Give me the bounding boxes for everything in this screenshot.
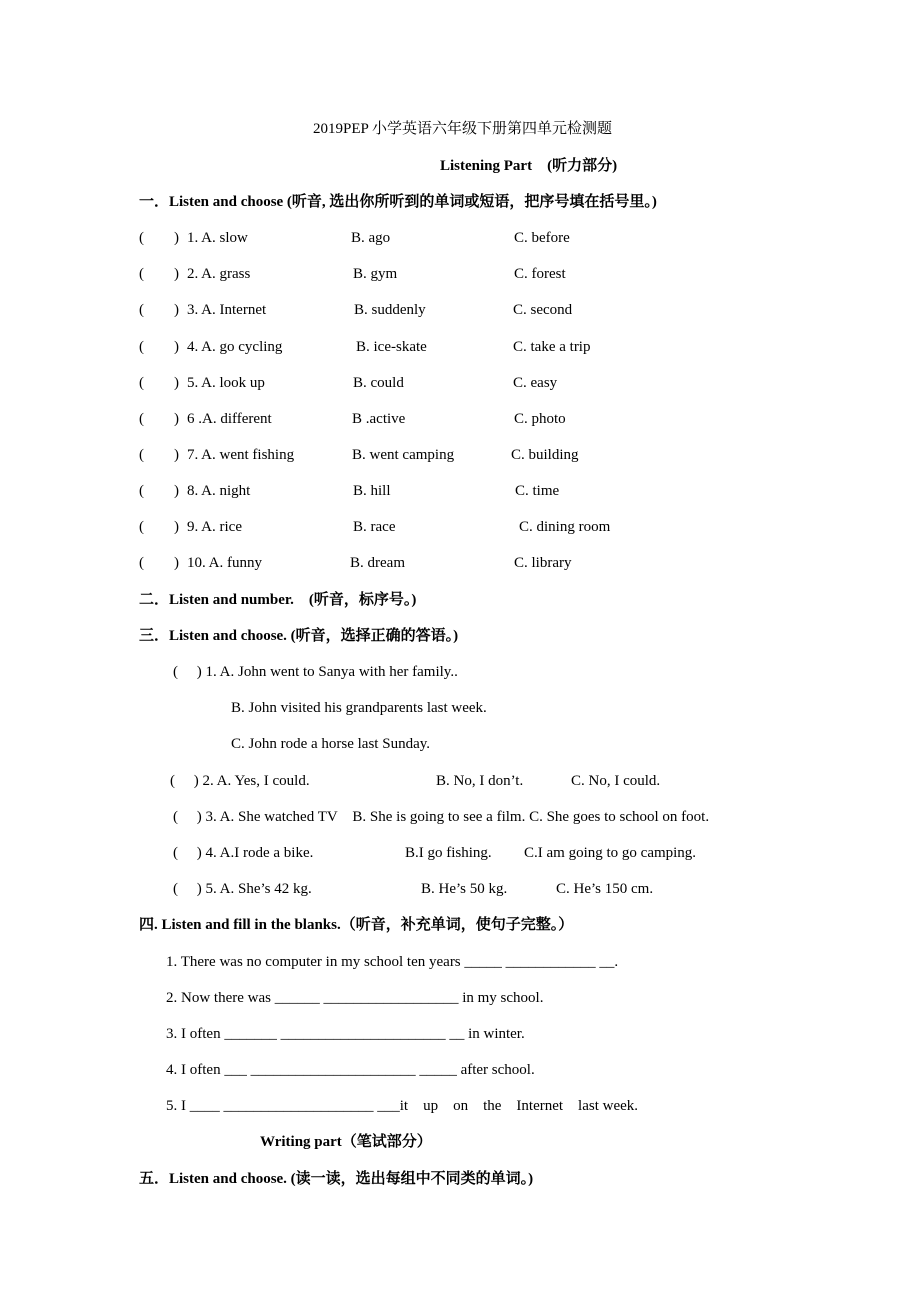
option-a: 7. A. went fishing xyxy=(187,447,295,463)
question-4-option-c: C.I am going to go camping. xyxy=(524,845,697,861)
section3-heading: 三．Listen and choose. (听音，选择正确的答语。) xyxy=(139,628,459,644)
section4-heading: 四. Listen and fill in the blanks.（听音，补充单词，使句子完整。） xyxy=(139,917,574,933)
option-a: 3. A. Internet xyxy=(187,302,267,318)
option-a: 6 .A. different xyxy=(187,411,272,427)
question-4-option-b: B.I go fishing. xyxy=(405,845,492,861)
option-c: C. second xyxy=(513,302,573,318)
question-2-option-b: B. No, I don’t. xyxy=(436,773,524,789)
question-5-option-c: C. He’s 150 cm. xyxy=(556,881,654,897)
option-c: C. dining room xyxy=(519,519,611,535)
option-c: C. easy xyxy=(513,375,558,391)
section1-heading: 一．Listen and choose (听音, 选出你所听到的单词或短语，把序号填在括号里。) xyxy=(139,194,657,210)
option-b: B. race xyxy=(353,519,396,535)
option-a: 10. A. funny xyxy=(187,555,262,571)
question-1-option-c: C. John rode a horse last Sunday. xyxy=(231,736,430,752)
question-1-option-b: B. John visited his grandparents last week. xyxy=(231,700,487,716)
option-a: 2. A. grass xyxy=(187,266,251,282)
option-b: B. hill xyxy=(353,483,391,499)
question-4-option-a: ( ) 4. A.I rode a bike. xyxy=(173,845,314,861)
option-c: C. library xyxy=(514,555,572,571)
answer-paren[interactable]: ( ) xyxy=(139,230,179,246)
option-b: B. suddenly xyxy=(354,302,426,318)
blank-sentence-2: 2. Now there was ______ __________________ in my school. xyxy=(166,990,544,1006)
answer-paren[interactable]: ( ) xyxy=(139,339,179,355)
option-a: 5. A. look up xyxy=(187,375,265,391)
answer-paren[interactable]: ( ) xyxy=(139,447,179,463)
answer-paren[interactable]: ( ) xyxy=(139,519,179,535)
question-5-option-b: B. He’s 50 kg. xyxy=(421,881,508,897)
option-c: C. time xyxy=(515,483,560,499)
option-c: C. forest xyxy=(514,266,566,282)
option-a: 8. A. night xyxy=(187,483,251,499)
question-2-option-c: C. No, I could. xyxy=(571,773,661,789)
option-c: C. photo xyxy=(514,411,566,427)
question-1-option-a: ( ) 1. A. John went to Sanya with her family.. xyxy=(173,664,458,680)
option-b: B. could xyxy=(353,375,404,391)
writing-part-header: Writing part（笔试部分） xyxy=(260,1134,432,1150)
blank-sentence-3: 3. I often _______ ______________________ __ in winter. xyxy=(166,1026,525,1042)
page-title: 2019PEP 小学英语六年级下册第四单元检测题 xyxy=(313,121,613,137)
answer-paren[interactable]: ( ) xyxy=(139,266,179,282)
option-b: B. gym xyxy=(353,266,398,282)
listening-part-header: Listening Part (听力部分) xyxy=(440,158,618,174)
option-b: B. went camping xyxy=(352,447,455,463)
blank-sentence-5: 5. I ____ ____________________ ___it up on the Internet last week. xyxy=(166,1098,639,1114)
option-a: 9. A. rice xyxy=(187,519,242,535)
answer-paren[interactable]: ( ) xyxy=(139,302,179,318)
section5-heading: 五．Listen and choose. (读一读，选出每组中不同类的单词。) xyxy=(139,1171,534,1187)
answer-paren[interactable]: ( ) xyxy=(139,375,179,391)
option-a: 4. A. go cycling xyxy=(187,339,283,355)
question-3: ( ) 3. A. She watched TV B. She is going to see a film. C. She goes to school on foot. xyxy=(173,809,710,825)
question-5-option-a: ( ) 5. A. She’s 42 kg. xyxy=(173,881,312,897)
answer-paren[interactable]: ( ) xyxy=(139,555,179,571)
option-b: B .active xyxy=(352,411,406,427)
option-b: B. dream xyxy=(350,555,405,571)
blank-sentence-4: 4. I often ___ ______________________ _____ after school. xyxy=(166,1062,535,1078)
answer-paren[interactable]: ( ) xyxy=(139,483,179,499)
blank-sentence-1: 1. There was no computer in my school ten years _____ ____________ __. xyxy=(166,954,619,970)
answer-paren[interactable]: ( ) xyxy=(139,411,179,427)
option-b: B. ago xyxy=(351,230,391,246)
option-c: C. building xyxy=(511,447,579,463)
option-c: C. before xyxy=(514,230,570,246)
option-c: C. take a trip xyxy=(513,339,591,355)
option-b: B. ice-skate xyxy=(356,339,427,355)
question-2-option-a: ( ) 2. A. Yes, I could. xyxy=(170,773,310,789)
option-a: 1. A. slow xyxy=(187,230,248,246)
section2-heading: 二．Listen and number. (听音，标序号。) xyxy=(139,592,417,608)
